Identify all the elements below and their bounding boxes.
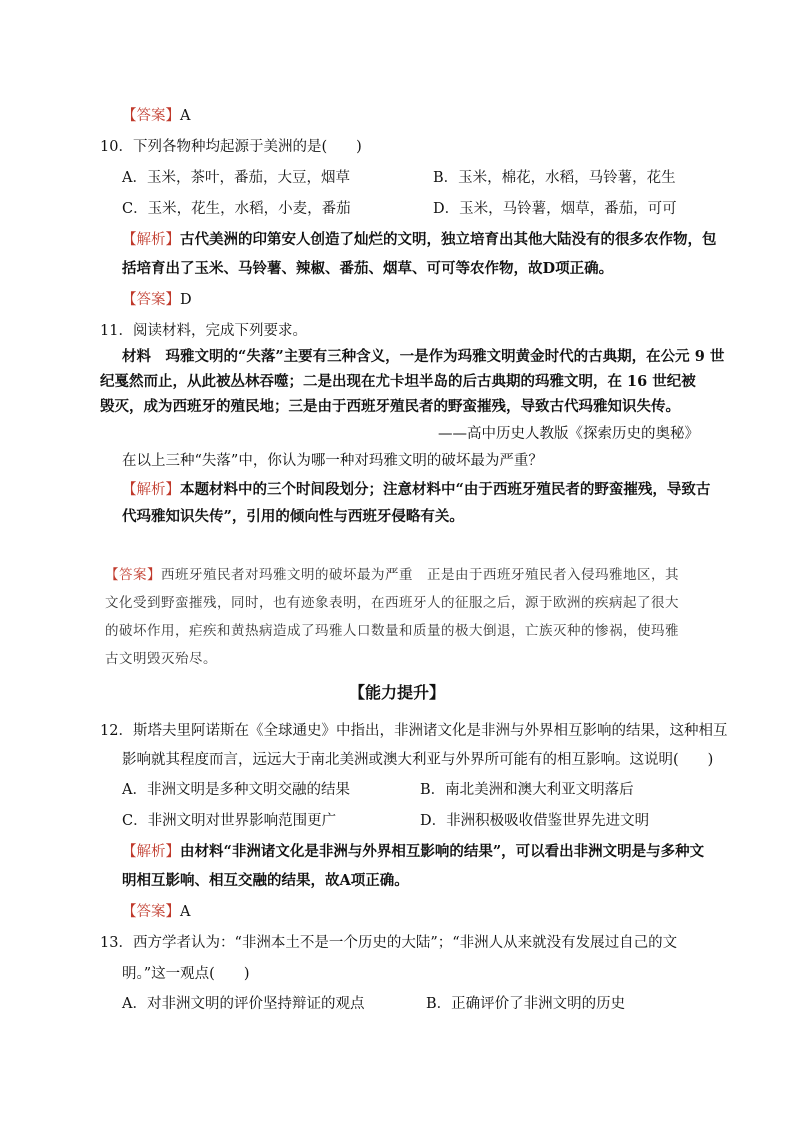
analysis-text: 古代美洲的印第安人创造了灿烂的文明，独立培育出其他大陆没有的很多农作物，包 bbox=[180, 231, 717, 248]
q12-stem: 12．斯塔夫里阿诺斯在《全球通史》中指出，非洲诸文化是非洲与外界相互影响的结果，这种相互 bbox=[100, 723, 728, 739]
q11-material-line: 材料 玛雅文明的“失落”主要有三种含义，一是作为玛雅文明黄金时代的古典期，在公元 9 世 bbox=[122, 348, 725, 365]
q10-answer bbox=[122, 290, 192, 310]
q13-stem: 13．西方学者认为：“非洲本土不是一个历史的大陆”；“非洲人从来就没有发展过自己的文 bbox=[100, 935, 678, 951]
q11-analysis bbox=[122, 480, 710, 500]
section-title: 【能力提升】 bbox=[348, 683, 445, 702]
analysis-tag: 【解析】 bbox=[122, 844, 180, 860]
q11-analysis-cont: 代玛雅知识失传”，引用的倾向性与西班牙侵略有关。 bbox=[122, 508, 464, 525]
q11-answer-line: 古文明毁灭殆尽。 bbox=[105, 651, 217, 667]
analysis-text: 由材料“非洲诸文化是非洲与外界相互影响的结果”，可以看出非洲文明是与多种文 bbox=[180, 843, 705, 860]
q12-analysis bbox=[122, 842, 704, 862]
q10-option-c: C．玉米，花生，水稻，小麦，番茄 bbox=[122, 201, 351, 217]
q11-answer-line: 文化受到野蛮摧残，同时，也有迹象表明，在西班牙人的征服之后，源于欧洲的疾病起了很大 bbox=[105, 595, 679, 611]
answer-tag: 【答案】 bbox=[122, 904, 180, 920]
q10-option-b: B．玉米，棉花，水稻，马铃薯，花生 bbox=[433, 170, 676, 186]
answer-tag: 【答案】 bbox=[122, 108, 180, 124]
q12-option-d: D．非洲积极吸收借鉴世界先进文明 bbox=[420, 813, 650, 829]
q10-analysis-cont: 括培育出了玉米、马铃薯、辣椒、番茄、烟草、可可等农作物，故D项正确。 bbox=[122, 260, 614, 277]
q13-option-a: A．对非洲文明的评价坚持辩证的观点 bbox=[122, 996, 365, 1012]
answer-tag: 【答案】 bbox=[122, 292, 180, 308]
q10-analysis bbox=[122, 230, 717, 250]
q11-material-line: 纪戛然而止，从此被丛林吞噬；二是出现在尤卡坦半岛的后古典期的玛雅文明，在 16 世纪被 bbox=[100, 373, 696, 390]
analysis-text: 本题材料中的三个时间段划分；注意材料中“由于西班牙殖民者的野蛮摧残，导致古 bbox=[180, 481, 711, 498]
q13-stem-cont: 明。”这一观点( ) bbox=[122, 966, 250, 982]
q13-option-b: B．正确评价了非洲文明的历史 bbox=[426, 996, 626, 1012]
q12-option-b: B．南北美洲和澳大利亚文明落后 bbox=[420, 782, 634, 798]
q12-stem-cont: 影响就其程度而言，远远大于南北美洲或澳大利亚与外界所可能有的相互影响。这说明( ) bbox=[122, 752, 714, 768]
answer-value: A bbox=[180, 904, 191, 920]
analysis-tag: 【解析】 bbox=[122, 482, 180, 498]
answer-text: 西班牙殖民者对玛雅文明的破坏最为严重 正是由于西班牙殖民者入侵玛雅地区，其 bbox=[161, 567, 679, 583]
q11-answer-line: 的破坏作用，疟疾和黄热病造成了玛雅人口数量和质量的极大倒退，亡族灭种的惨祸，使玛雅 bbox=[105, 623, 679, 639]
q11-source: ——高中历史人教版《探索历史的奥秘》 bbox=[438, 426, 699, 442]
q11-material-line: 毁灭，成为西班牙的殖民地；三是由于西班牙殖民者的野蛮摧残，导致古代玛雅知识失传。 bbox=[100, 398, 680, 415]
q12-option-a: A．非洲文明是多种文明交融的结果 bbox=[122, 782, 350, 798]
q10-option-d: D．玉米，马铃薯，烟草，番茄，可可 bbox=[433, 201, 677, 217]
analysis-tag: 【解析】 bbox=[122, 232, 180, 248]
answer-tag: 【答案】 bbox=[105, 567, 161, 583]
q11-question: 在以上三种“失落”中，你认为哪一种对玛雅文明的破坏最为严重？ bbox=[122, 453, 543, 469]
q12-analysis-cont: 明相互影响、相互交融的结果，故A项正确。 bbox=[122, 872, 409, 889]
q11-answer bbox=[105, 565, 679, 585]
answer-value: D bbox=[180, 292, 192, 308]
q12-option-c: C．非洲文明对世界影响范围更广 bbox=[122, 813, 337, 829]
q9-answer bbox=[122, 106, 190, 126]
q12-answer bbox=[122, 902, 190, 922]
answer-value: A bbox=[180, 108, 191, 124]
q10-stem: 10．下列各物种均起源于美洲的是( ) bbox=[100, 139, 362, 155]
q11-stem: 11．阅读材料，完成下列要求。 bbox=[100, 323, 307, 339]
q10-option-a: A．玉米，茶叶，番茄，大豆，烟草 bbox=[122, 170, 350, 186]
